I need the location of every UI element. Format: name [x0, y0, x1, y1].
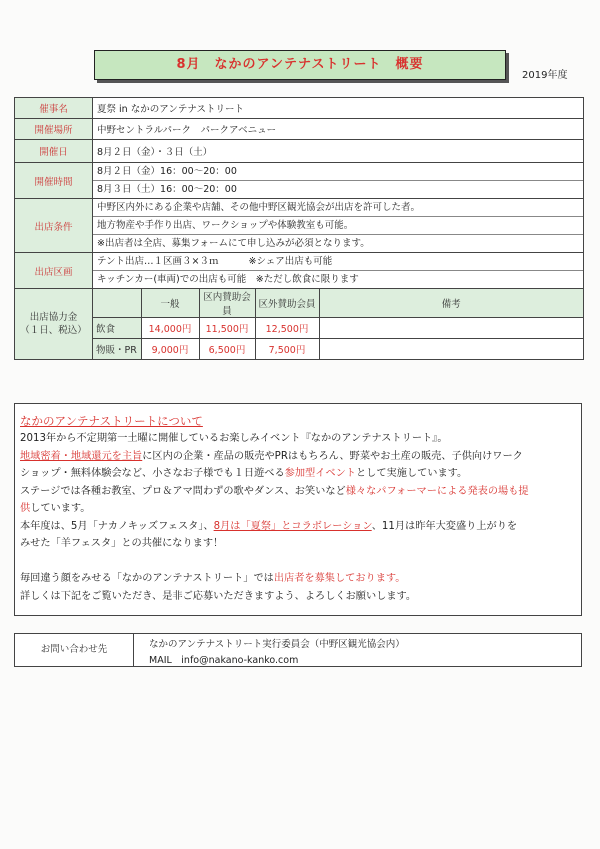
contact-organization: なかのアンテナストリート実行委員会（中野区観光協会内） — [149, 639, 405, 650]
about-paragraph — [20, 518, 576, 553]
venue-value: 中野セントラルパーク パークアベニュー — [93, 119, 584, 140]
body-text: みせた「羊フェスタ」との共催になります！ — [20, 538, 224, 549]
fees-table — [93, 289, 583, 359]
contact-email[interactable]: MAIL info@nakano-kanko.com — [149, 655, 299, 666]
highlight-text: 出店者を募集しております。 — [273, 573, 406, 584]
contact-label: お問い合わせ先 — [15, 634, 134, 666]
fee-general: 14,000円 — [141, 318, 199, 339]
fees-header-out-ward: 区外賛助会員 — [255, 289, 319, 318]
date-value: 8月２日（金）・３日（土） — [93, 140, 584, 163]
condition-line: 地方物産や手作り出店、ワークショップや体験教室も可能。 — [93, 216, 583, 234]
hours-line: 8月３日（土）16：00～20：00 — [93, 180, 583, 198]
hours-line: 8月２日（金）16：00～20：00 — [97, 166, 237, 177]
spacer — [20, 553, 576, 571]
highlight-text: 供 — [20, 503, 31, 514]
body-text: 本年度は、5月「ナカノキッズフェスタ」、 — [20, 520, 214, 532]
body-text: ショップ・無料体験会など、小さなお子様でも１日遊べる — [20, 468, 285, 479]
stall-value — [93, 253, 584, 289]
fees-cell — [93, 289, 584, 360]
fee-note — [319, 318, 583, 339]
row-venue — [15, 119, 584, 140]
about-paragraph: 詳しくは下記をご覧いただき、是非ご応募いただきますよう、よろしくお願いします。 — [20, 590, 417, 602]
highlight-text: 8月は「夏祭」とコラボレーション — [213, 520, 372, 532]
venue-label: 開催場所 — [15, 119, 93, 140]
fees-label-main: 出店協力金 — [29, 312, 78, 323]
hours-value — [93, 163, 584, 199]
fees-header-general: 一般 — [141, 289, 199, 318]
event-name-label: 催事名 — [15, 98, 93, 119]
stall-line-2: キッチンカー(車両)での出店も可能 ※ただし飲食に限ります — [93, 270, 583, 288]
fees-header-row — [93, 289, 583, 318]
fee-general: 9,000円 — [141, 339, 199, 360]
body-text: しています。 — [30, 503, 91, 514]
fee-in-ward: 11,500円 — [199, 318, 255, 339]
fees-category: 物販・PR — [93, 339, 141, 360]
stall-line-1 — [97, 253, 579, 270]
fees-header-note: 備考 — [319, 289, 583, 318]
fee-out-ward: 7,500円 — [255, 339, 319, 360]
fee-note — [319, 339, 583, 360]
about-paragraph — [20, 448, 576, 483]
overview-table — [14, 97, 584, 360]
fee-out-ward: 12,500円 — [255, 318, 319, 339]
fees-header-in-ward: 区内賛助会員 — [199, 289, 255, 318]
row-stall — [15, 253, 584, 289]
highlight-text: 様々なパフォーマーによる発表の場も提 — [345, 485, 529, 497]
event-name-value: 夏祭 in なかのアンテナストリート — [93, 98, 584, 119]
row-fees — [15, 289, 584, 360]
table-row — [93, 339, 583, 360]
table-row — [93, 318, 583, 339]
body-text: 毎回違う顔をみせる「なかのアンテナストリート」では — [20, 573, 274, 584]
about-paragraph — [20, 483, 576, 518]
highlight-text: 参加型イベント — [284, 468, 356, 479]
stall-tent: テント出店…１区画３×３ｍ — [97, 256, 219, 267]
body-text: に区内の企業・産品の販売やPRはもちろん、野菜やお土産の販売、子供向けワーク — [142, 450, 523, 462]
about-heading: なかのアンテナストリートについて — [20, 414, 203, 428]
hours-label: 開催時間 — [15, 163, 93, 199]
date-label: 開催日 — [15, 140, 93, 163]
condition-line: ※出店者は全店、募集フォームにて申し込みが必須となります。 — [93, 234, 583, 252]
body-text: として実施しています。 — [355, 468, 468, 479]
row-hours — [15, 163, 584, 199]
body-text: ステージでは各種お教室、プロ＆アマ問わずの歌やダンス、お笑いなど — [20, 485, 346, 497]
page-title: 8月 なかのアンテナストリート 概要 — [94, 50, 506, 80]
stall-share: ※シェア出店も可能 — [248, 256, 333, 267]
fees-category: 飲食 — [93, 318, 141, 339]
about-paragraph — [20, 570, 576, 588]
contact-box — [14, 633, 582, 667]
about-section — [14, 403, 582, 616]
fees-label — [15, 289, 93, 360]
about-paragraph: 2013年から不定期第一土曜に開催しているお楽しみイベント『なかのアンテナストリート』。 — [20, 433, 448, 444]
condition-line: 中野区内外にある企業や店舗、その他中野区観光協会が出店を許可した者。 — [97, 202, 421, 213]
fees-header-blank — [93, 289, 141, 318]
stall-label: 出店区画 — [15, 253, 93, 289]
conditions-value — [93, 199, 584, 253]
fees-label-note: （１日、税込） — [20, 325, 87, 336]
fiscal-year: 2019年度 — [522, 70, 568, 81]
row-conditions — [15, 199, 584, 253]
fee-in-ward: 6,500円 — [199, 339, 255, 360]
highlight-text: 地域密着・地域還元を主旨 — [20, 450, 143, 462]
conditions-label: 出店条件 — [15, 199, 93, 253]
body-text: 、11月は昨年大変盛り上がりを — [371, 520, 518, 532]
row-event-name — [15, 98, 584, 119]
row-date — [15, 140, 584, 163]
